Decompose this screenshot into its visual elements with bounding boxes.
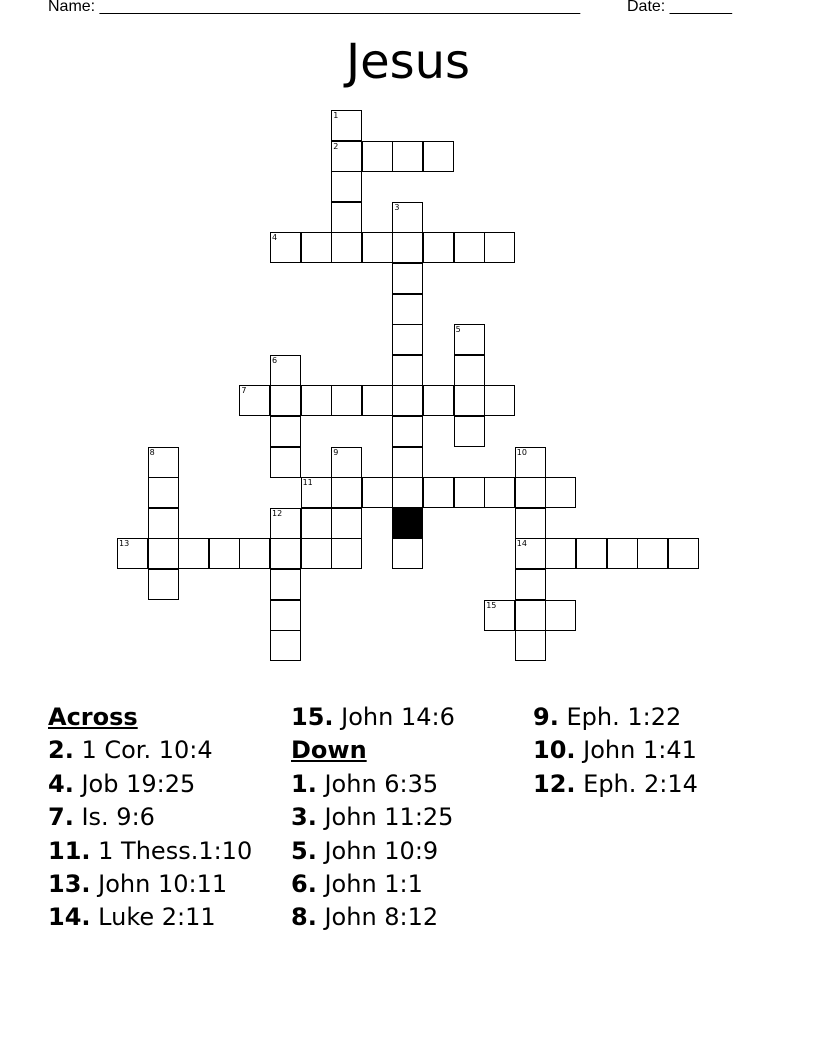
clue-down-5: 5. John 10:9 [291, 836, 439, 865]
clue-number-label: 5 [455, 325, 461, 335]
grid-cell[interactable] [270, 538, 301, 569]
grid-cell[interactable] [668, 538, 699, 569]
clue-down-1: 1. John 6:35 [291, 769, 439, 798]
grid-cell[interactable] [178, 538, 209, 569]
grid-cell[interactable] [392, 416, 423, 447]
grid-cell[interactable] [515, 630, 546, 661]
grid-cell[interactable] [545, 477, 576, 508]
clue-number-label: 9 [333, 447, 339, 457]
clue-number-label: 8 [149, 447, 155, 457]
grid-cell[interactable] [515, 477, 546, 508]
clue-number-label: 2 [333, 141, 339, 151]
grid-cell[interactable] [515, 538, 546, 569]
grid-cell[interactable] [301, 232, 332, 263]
grid-cell[interactable] [545, 600, 576, 631]
clue-down-9: 9. Eph. 1:22 [533, 703, 682, 731]
grid-cell[interactable] [423, 232, 454, 263]
grid-cell[interactable] [515, 447, 546, 478]
grid-cell[interactable] [454, 232, 485, 263]
clue-across-15: 15. John 14:6 [291, 703, 455, 731]
grid-cell[interactable] [331, 385, 362, 416]
clue-number-label: 6 [272, 355, 278, 365]
grid-cell[interactable] [515, 600, 546, 631]
grid-cell[interactable] [392, 355, 423, 386]
grid-cell[interactable] [392, 263, 423, 294]
grid-cell[interactable] [423, 141, 454, 172]
clue-number-label: 1 [333, 111, 339, 120]
grid-cell[interactable] [484, 600, 515, 631]
grid-cell[interactable] [270, 355, 301, 386]
clue-down-12: 12. Eph. 2:14 [533, 769, 698, 798]
grid-cell[interactable] [270, 630, 301, 661]
clue-across-13: 13. John 10:11 [48, 870, 228, 899]
grid-cell[interactable] [331, 538, 362, 569]
grid-cell[interactable] [454, 355, 485, 386]
grid-cell[interactable] [239, 538, 270, 569]
grid-cell[interactable] [148, 477, 179, 508]
clue-down-6: 6. John 1:1 [291, 870, 423, 899]
grid-cell[interactable] [270, 416, 301, 447]
clue-across-11: 11. 1 Thess.1:10 [48, 836, 253, 865]
date-field-label: Date: _______ [627, 0, 732, 15]
grid-cell[interactable] [484, 232, 515, 263]
grid-cell[interactable] [423, 385, 454, 416]
grid-cell[interactable] [392, 477, 423, 508]
grid-cell[interactable] [392, 232, 423, 263]
clue-number-label: 10 [516, 447, 527, 457]
name-field-label: Name: ______________________________________________________ [48, 0, 581, 15]
grid-cell[interactable] [331, 110, 362, 141]
clue-number-label: 7 [241, 386, 247, 396]
grid-cell[interactable] [301, 385, 332, 416]
grid-cell[interactable] [301, 477, 332, 508]
clues-column-1 [48, 701, 252, 935]
clue-number-label: 15 [486, 600, 497, 610]
page-title: Jesus [345, 34, 471, 90]
clue-down-3: 3. John 11:25 [291, 803, 454, 832]
clue-number-label: 3 [394, 202, 400, 212]
clue-across-7: 7. Is. 9:6 [48, 803, 155, 832]
grid-cell[interactable] [331, 232, 362, 263]
grid-cell[interactable] [637, 538, 668, 569]
grid-cell[interactable] [454, 477, 485, 508]
grid-cell[interactable] [270, 600, 301, 631]
grid-cell[interactable] [331, 508, 362, 539]
grid-cell[interactable] [392, 324, 423, 355]
grid-cell[interactable] [239, 385, 270, 416]
grid-cell[interactable] [607, 538, 638, 569]
grid-cell[interactable] [576, 538, 607, 569]
grid-cell[interactable] [362, 141, 393, 172]
clue-across-4: 4. Job 19:25 [48, 769, 196, 798]
grid-cell[interactable] [331, 477, 362, 508]
grid-cell[interactable] [148, 569, 179, 600]
grid-cell[interactable] [362, 385, 393, 416]
clue-down-10: 10. John 1:41 [533, 736, 697, 765]
grid-cell[interactable] [331, 141, 362, 172]
grid-cell[interactable] [270, 232, 301, 263]
across-heading: Across [48, 703, 138, 731]
clue-down-8: 8. John 8:12 [291, 903, 439, 932]
clue-across-14: 14. Luke 2:11 [48, 903, 216, 932]
grid-cell[interactable] [484, 385, 515, 416]
grid-cell[interactable] [148, 508, 179, 539]
grid-cell[interactable] [331, 171, 362, 202]
grid-cell[interactable] [209, 538, 240, 569]
grid-cell[interactable] [270, 508, 301, 539]
grid-cell[interactable] [392, 294, 423, 325]
grid-cell[interactable] [270, 447, 301, 478]
grid-cell[interactable] [331, 202, 362, 233]
clues-column-3 [533, 701, 698, 801]
grid-cell[interactable] [454, 324, 485, 355]
grid-cell[interactable] [270, 569, 301, 600]
grid-cell[interactable] [362, 232, 393, 263]
grid-cell[interactable] [423, 477, 454, 508]
grid-cell[interactable] [392, 385, 423, 416]
grid-cell[interactable] [392, 538, 423, 569]
clues-column-2 [291, 701, 455, 935]
grid-cell[interactable] [301, 508, 332, 539]
grid-cell[interactable] [148, 538, 179, 569]
grid-cell[interactable] [484, 477, 515, 508]
clue-number-label: 13 [119, 539, 130, 549]
grid-cell[interactable] [117, 538, 148, 569]
grid-cell[interactable] [362, 477, 393, 508]
clue-number-label: 14 [516, 539, 527, 549]
grid-block [392, 508, 423, 539]
grid-cell[interactable] [392, 141, 423, 172]
grid-cell[interactable] [301, 538, 332, 569]
clue-across-2: 2. 1 Cor. 10:4 [48, 736, 213, 765]
grid-cell[interactable] [331, 447, 362, 478]
grid-cell[interactable] [515, 508, 546, 539]
grid-cell[interactable] [515, 569, 546, 600]
grid-cell[interactable] [392, 447, 423, 478]
grid-cell[interactable] [392, 202, 423, 233]
clue-number-label: 4 [272, 233, 278, 243]
grid-cell[interactable] [454, 385, 485, 416]
clue-number-label: 11 [302, 478, 313, 488]
grid-cell[interactable] [454, 416, 485, 447]
grid-cell[interactable] [148, 447, 179, 478]
down-heading: Down [291, 736, 367, 765]
grid-cell[interactable] [270, 385, 301, 416]
clue-number-label: 12 [272, 508, 283, 518]
grid-cell[interactable] [545, 538, 576, 569]
